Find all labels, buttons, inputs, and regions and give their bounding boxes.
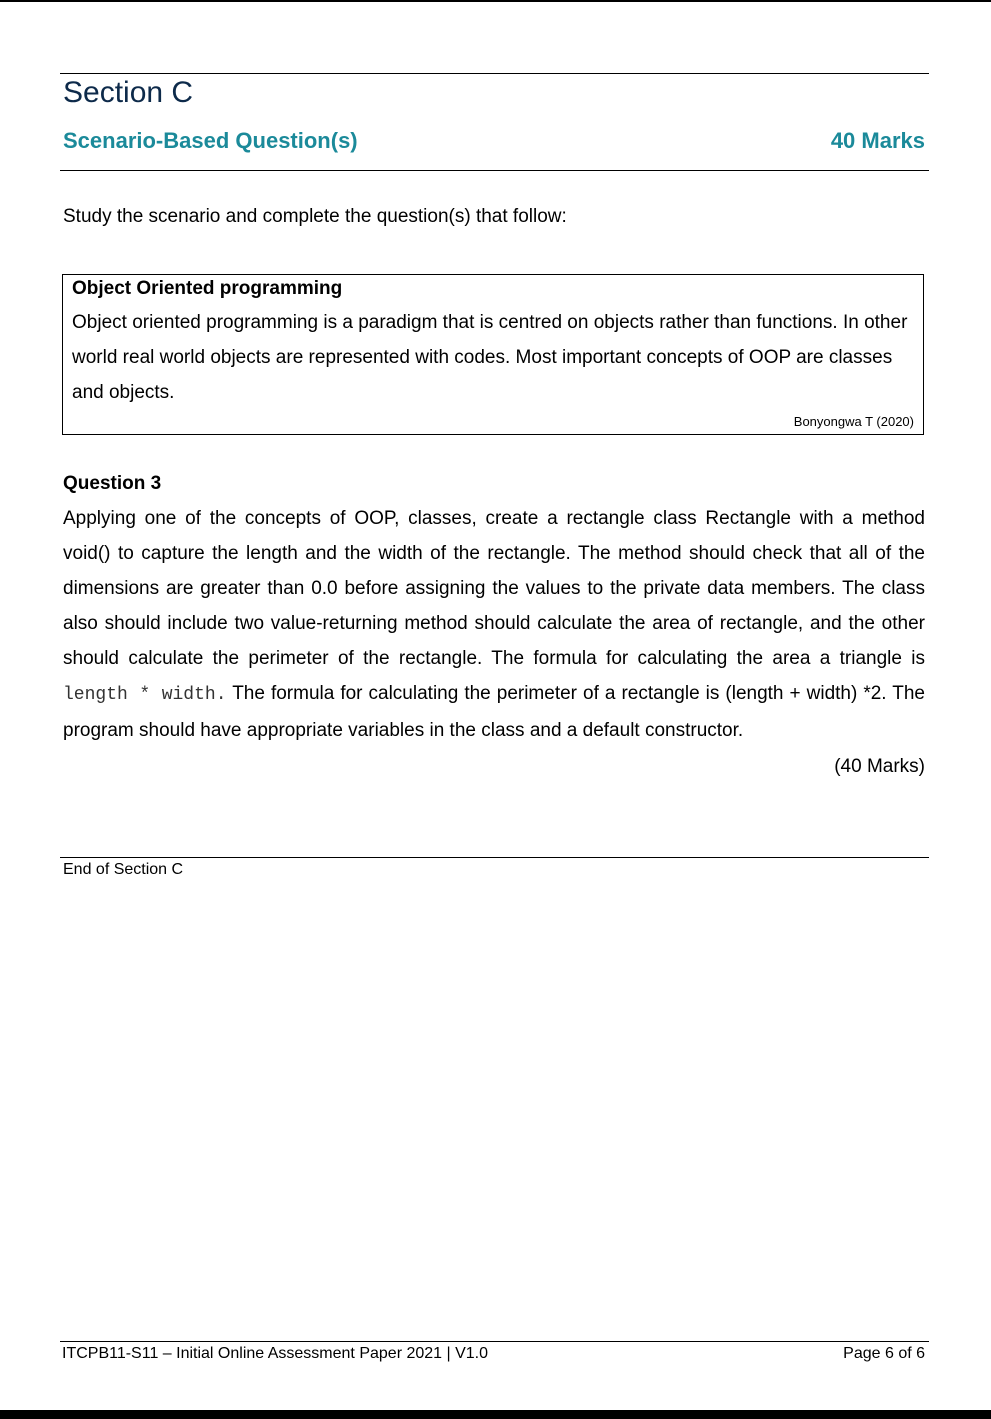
section-marks: 40 Marks: [830, 128, 925, 153]
scenario-box: [62, 274, 924, 435]
question-marks: (40 Marks): [834, 756, 925, 777]
section-title: Section C: [63, 76, 194, 109]
footer-document-id: ITCPB11-S11 – Initial Online Assessment Paper 2021 | V1.0: [62, 1345, 489, 1362]
footer-rule: [60, 1341, 929, 1342]
footer-page-number: Page 6 of 6: [843, 1345, 925, 1362]
end-section-rule: [60, 857, 929, 858]
question-body-part-2: The formula for calculating the perimeter of a rectangle is (length + width) *2. The program should have appropriate variables in the class and a default constructor.: [63, 683, 925, 741]
header-bottom-rule: [60, 170, 929, 171]
instruction-text: Study the scenario and complete the question(s) that follow:: [63, 206, 567, 227]
question-title: Question 3: [63, 473, 162, 494]
bottom-edge-bar: [0, 1410, 991, 1419]
scenario-title: Object Oriented programming: [72, 278, 343, 299]
question-body-part-1: Applying one of the concepts of OOP, classes, create a rectangle class Rectangle with a method void() to capture the length and the width of the rectangle. The method should check that all of the dimensions are greater than 0.0 before assigning the values to the private data members. The class also should include two value-returning method should calculate the area of rectangle, and the other should calculate the perimeter of the rectangle. The formula for calculating the area a triangle is: [63, 508, 925, 669]
scenario-body: Object oriented programming is a paradigm that is centred on objects rather than functions. In other world real world objects are represented with codes. Most important concepts of OOP are classes and objects.: [72, 312, 908, 403]
formula-code: length * width.: [63, 685, 227, 705]
question-body: [63, 501, 925, 748]
scenario-citation: Bonyongwa T (2020): [793, 414, 914, 429]
header-top-rule: [60, 73, 929, 74]
section-subheading: Scenario-Based Question(s): [63, 128, 358, 153]
end-of-section-text: End of Section C: [63, 861, 184, 878]
top-edge-bar: [0, 0, 991, 2]
